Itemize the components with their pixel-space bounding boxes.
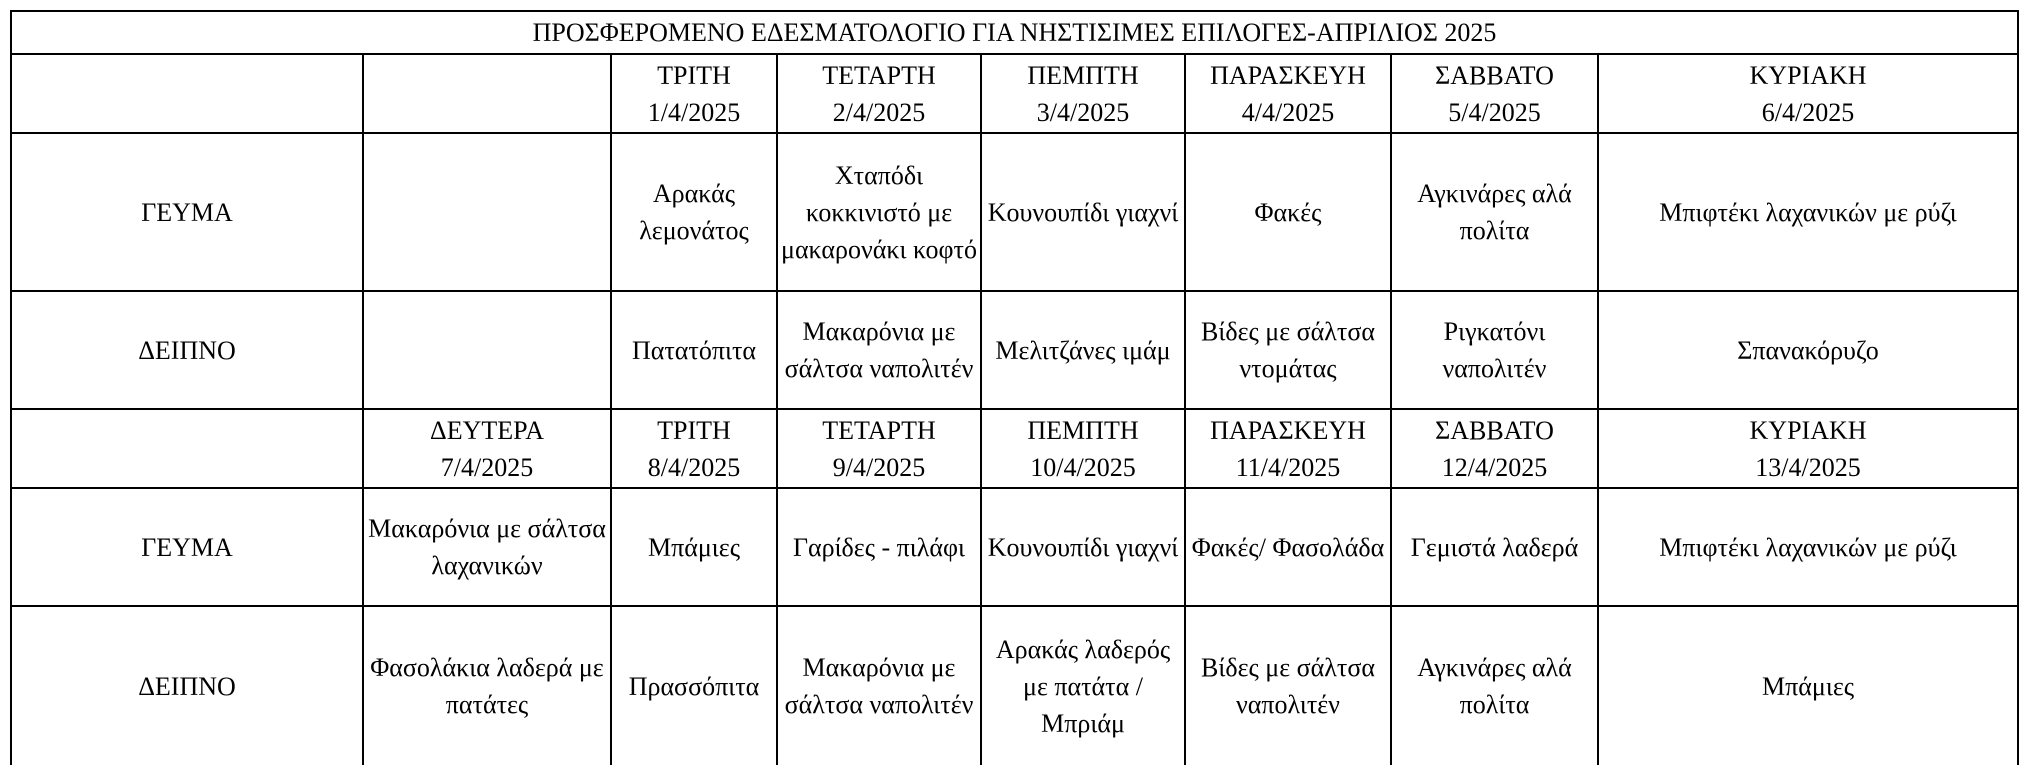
dish-cell: Αγκινάρες αλά πολίτα — [1391, 606, 1598, 765]
meal-label: ΓΕΥΜΑ — [11, 133, 363, 291]
day-name: ΤΕΤΑΡΤΗ — [822, 415, 936, 445]
meal-row-dinner — [11, 291, 2018, 409]
dish-cell: Σπανακόρυζο — [1598, 291, 2018, 409]
day-header — [1185, 54, 1391, 133]
day-name: ΠΕΜΠΤΗ — [1027, 415, 1139, 445]
day-name: ΣΑΒΒΑΤΟ — [1435, 415, 1554, 445]
dish-cell: Αγκινάρες αλά πολίτα — [1391, 133, 1598, 291]
dish-cell: Πρασσόπιτα — [611, 606, 777, 765]
day-date: 2/4/2025 — [832, 97, 926, 127]
dish-cell: Πατατόπιτα — [611, 291, 777, 409]
day-header — [363, 54, 611, 133]
dish-cell — [363, 133, 611, 291]
day-header — [1598, 409, 2018, 488]
dish-cell: Κουνουπίδι γιαχνί — [981, 133, 1185, 291]
day-name: ΤΡΙΤΗ — [657, 60, 731, 90]
day-date: 10/4/2025 — [1030, 452, 1136, 482]
day-date: 8/4/2025 — [647, 452, 741, 482]
dish-cell: Χταπόδι κοκκινιστό με μακαρονάκι κοφτό — [777, 133, 981, 291]
day-date: 9/4/2025 — [832, 452, 926, 482]
day-date: 5/4/2025 — [1448, 97, 1541, 127]
dish-cell: Φακές — [1185, 133, 1391, 291]
week-header-row — [11, 409, 2018, 488]
day-header — [981, 409, 1185, 488]
day-name: ΚΥΡΙΑΚΗ — [1749, 415, 1867, 445]
meal-row-lunch — [11, 133, 2018, 291]
day-name: ΔΕΥΤΕΡΑ — [429, 415, 545, 445]
header-corner-cell — [11, 54, 363, 133]
dish-cell: Μπάμιες — [1598, 606, 2018, 765]
dish-cell: Αρακάς λαδερός με πατάτα /Μπριάμ — [981, 606, 1185, 765]
day-name: ΠΑΡΑΣΚΕΥΗ — [1210, 60, 1366, 90]
day-name: ΠΑΡΑΣΚΕΥΗ — [1210, 415, 1366, 445]
menu-table — [10, 10, 2019, 765]
meal-row-lunch — [11, 488, 2018, 606]
day-date: 11/4/2025 — [1235, 452, 1341, 482]
day-date: 13/4/2025 — [1755, 452, 1861, 482]
meal-label: ΓΕΥΜΑ — [11, 488, 363, 606]
dish-cell: Μπάμιες — [611, 488, 777, 606]
day-date: 7/4/2025 — [440, 452, 534, 482]
day-header — [1391, 54, 1598, 133]
day-date: 12/4/2025 — [1441, 452, 1548, 482]
day-name: ΣΑΒΒΑΤΟ — [1435, 60, 1554, 90]
dish-cell: Κουνουπίδι γιαχνί — [981, 488, 1185, 606]
dish-cell: Φακές/ Φασολάδα — [1185, 488, 1391, 606]
day-name: ΠΕΜΠΤΗ — [1027, 60, 1139, 90]
dish-cell: Αρακάς λεμονάτος — [611, 133, 777, 291]
day-header — [981, 54, 1185, 133]
day-header — [363, 409, 611, 488]
meal-label: ΔΕΙΠΝΟ — [11, 606, 363, 765]
header-corner-cell — [11, 409, 363, 488]
dish-cell: Βίδες με σάλτσα ντομάτας — [1185, 291, 1391, 409]
day-header — [1391, 409, 1598, 488]
dish-cell: Ριγκατόνι ναπολιτέν — [1391, 291, 1598, 409]
dish-cell: Γεμιστά λαδερά — [1391, 488, 1598, 606]
dish-cell: Μπιφτέκι λαχανικών με ρύζι — [1598, 488, 2018, 606]
day-date: 6/4/2025 — [1761, 97, 1855, 127]
dish-cell: Μακαρόνια με σάλτσα ναπολιτέν — [777, 606, 981, 765]
day-date: 4/4/2025 — [1241, 97, 1335, 127]
day-name: ΤΡΙΤΗ — [657, 415, 731, 445]
menu-title: ΠΡΟΣΦΕΡΟΜΕΝΟ ΕΔΕΣΜΑΤΟΛΟΓΙΟ ΓΙΑ ΝΗΣΤΙΣΙΜΕΣ ΕΠΙΛΟΓΕΣ-ΑΠΡΙΛΙΟΣ 2025 — [11, 11, 2018, 54]
dish-cell: Φασολάκια λαδερά με πατάτες — [363, 606, 611, 765]
dish-cell — [363, 291, 611, 409]
dish-cell: Γαρίδες - πιλάφι — [777, 488, 981, 606]
day-header — [777, 54, 981, 133]
dish-cell: Βίδες με σάλτσα ναπολιτέν — [1185, 606, 1391, 765]
day-header — [1185, 409, 1391, 488]
meal-row-dinner — [11, 606, 2018, 765]
day-name: ΚΥΡΙΑΚΗ — [1749, 60, 1867, 90]
meal-label: ΔΕΙΠΝΟ — [11, 291, 363, 409]
day-date: 1/4/2025 — [647, 97, 741, 127]
day-date: 3/4/2025 — [1036, 97, 1130, 127]
day-header — [611, 54, 777, 133]
day-header — [777, 409, 981, 488]
dish-cell: Μακαρόνια με σάλτσα ναπολιτέν — [777, 291, 981, 409]
day-name: ΤΕΤΑΡΤΗ — [822, 60, 936, 90]
dish-cell: Μπιφτέκι λαχανικών με ρύζι — [1598, 133, 2018, 291]
week-header-row — [11, 54, 2018, 133]
dish-cell: Μακαρόνια με σάλτσα λαχανικών — [363, 488, 611, 606]
dish-cell: Μελιτζάνες ιμάμ — [981, 291, 1185, 409]
day-header — [611, 409, 777, 488]
day-header — [1598, 54, 2018, 133]
